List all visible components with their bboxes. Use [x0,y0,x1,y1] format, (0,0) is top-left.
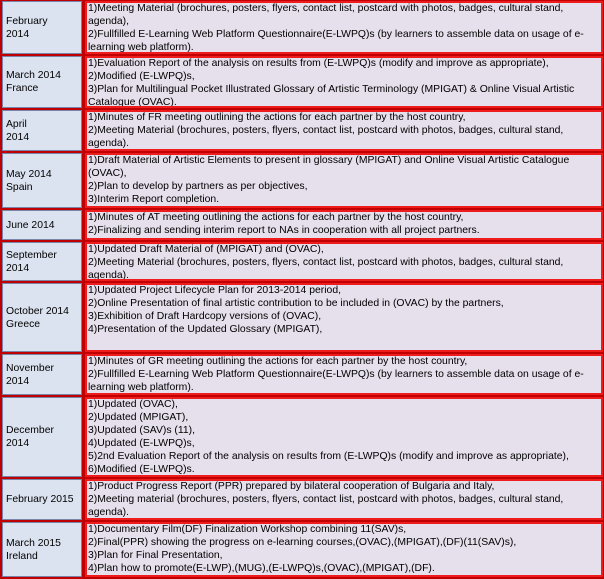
date-line: June 2014 [6,219,55,231]
description-line: 3)Exhibition of Draft Hardcopy versions of (OVAC), [88,310,322,322]
date-cell [2,153,82,208]
description-line: 5)2nd Evaluation Report of the analysis on results from (E-LWPQ)s (modify and improve as appropriate), [88,450,569,462]
date-cell [2,479,82,520]
description-line: 1)Draft Material of Artistic Elements to present in glossary (MPIGAT) and Online Visual Artistic Catalogue (OVAC), [88,155,570,179]
description-line: 6)Modified (E-LWPQ)s. [88,463,195,475]
description-line: 3)Updated (SAV)s (11), [88,424,196,436]
date-line: September 2014 [6,249,57,274]
date-line: October 2014 [6,305,69,317]
description-cell [85,1,603,54]
table-row [0,152,604,209]
description-line: 1)Product Progress Report (PPR) prepared by bilateral cooperation of Bulgaria and Italy, [88,481,495,492]
description-line: 2)Modified (E-LWPQ)s, [88,70,195,82]
date-line: November 2014 [6,362,54,387]
description-line: 2)Online Presentation of final artistic contribution to be included in (OVAC) by the partners, [88,297,504,309]
description-line: 1)Minutes of GR meeting outlining the actions for each partner by the host country, [88,356,468,367]
date-text [6,493,74,506]
date-cell [2,522,82,577]
description-line: 1)Documentary Film(DF) Finalization Workshop combining 11(SAV)s, [88,524,407,535]
date-line: Spain [6,181,33,193]
description-cell [85,242,603,281]
date-line: February 2015 [6,494,74,505]
description-line: 2)Fullfilled E-Learning Web Platform Questionnaire(E-LWPQ)s (by learners to assemble data on usage of e-learning web platform). [88,368,584,393]
table-row [0,0,604,55]
description-line: 2)Updated (MPIGAT), [88,411,189,423]
description-cell [85,283,603,352]
date-text [6,15,48,41]
date-text [6,118,29,144]
date-cell [2,1,82,54]
date-text [6,168,52,194]
date-line: March 2015 [6,537,61,549]
description-line: 1)Meeting Material (brochures, posters, flyers, contact list, postcard with photos, badges, cultural stand, agenda), [88,3,564,27]
description-cell [85,153,603,208]
description-line: 1)Updated Project Lifecycle Plan for 2013-2014 period, [88,285,341,296]
description-cell [85,397,603,477]
description-line: 1)Updated Draft Material of (MPIGAT) and (OVAC), [88,244,324,255]
description-line: 3)Plan for Multilingual Pocket Illustrated Glossary of Artistic Terminology (MPIGAT) & Online Visual Artistic Catalogue (OVAC). [88,83,575,108]
description-line: 2)Meeting material (brochures, posters, flyers, contact list, postcard with photos, badges, cultural stand, agenda). [88,493,564,518]
date-cell [2,110,82,151]
date-line: May 2014 [6,168,52,180]
date-cell [2,210,82,240]
date-text [6,362,78,388]
description-line: 2)Finalizing and sending interim report to NAs in cooperation with all project partners. [88,224,480,236]
table-row [0,282,604,353]
description-line: 1)Updated (OVAC), [88,399,178,410]
date-line: Greece [6,318,41,330]
date-line: 2014 [6,28,30,40]
description-cell [85,56,603,108]
date-cell [2,354,82,395]
description-line: 2)Fullfilled E-Learning Web Platform Questionnaire(E-LWPQ)s (by learners to assemble data on usage of e-learning web platform). [88,28,584,53]
description-line: 1)Minutes of AT meeting outlining the actions for each partner by the host country, [88,212,464,223]
date-text [6,249,78,275]
description-line: 3)Plan for Final Presentation, [88,549,223,561]
table-row [0,478,604,521]
date-cell [2,283,82,352]
date-text [6,219,55,232]
date-line: April [6,118,27,130]
description-cell [85,210,603,240]
date-line: 2014 [6,131,30,143]
date-cell [2,397,82,477]
description-line: 2)Meeting Material (brochures, posters, flyers, contact list, postcard with photos, badges, cultural stand, agenda). [88,124,564,149]
description-line: 3)Interim Report completion. [88,193,220,205]
table-row [0,241,604,282]
date-line: France [6,83,39,94]
date-line: Ireland [6,550,38,562]
description-cell [85,479,603,520]
date-text [6,424,78,450]
description-cell [85,110,603,151]
table-row [0,396,604,478]
date-text [6,305,69,331]
table-row [0,109,604,152]
date-cell [2,56,82,108]
description-line: 2)Plan to develop by partners as per objectives, [88,180,308,192]
description-line: 4)Updated (E-LWPQ)s, [88,437,195,449]
description-line: 1)Evaluation Report of the analysis on results from (E-LWPQ)s (modify and improve as appropriate), [88,58,549,69]
description-line: 4)Plan how to promote(E-LWP),(MUG),(E-LWPQ)s,(OVAC),(MPIGAT),(DF). [88,562,435,574]
description-cell [85,354,603,395]
table-row [0,353,604,396]
table-row [0,521,604,578]
description-line: 2)Final(PPR) showing the progress on e-learning courses,(OVAC),(MPIGAT),(DF)(11(SAV)s), [88,536,517,548]
date-text [6,537,61,563]
table-row [0,209,604,241]
date-line: February [6,15,48,27]
description-line: 1)Minutes of FR meeting outlining the actions for each partner by the host country, [88,112,466,123]
description-line: 2)Meeting Material (brochures, posters, flyers, contact list, postcard with photos, badges, cultural stand, agenda). [88,256,564,281]
description-line: 4)Presentation of the Updated Glossary (MPIGAT), [88,323,323,335]
date-line: December 2014 [6,425,54,449]
description-cell [85,522,603,577]
date-cell [2,242,82,281]
table-row [0,55,604,109]
date-line: March 2014 [6,70,61,81]
date-text [6,69,61,95]
